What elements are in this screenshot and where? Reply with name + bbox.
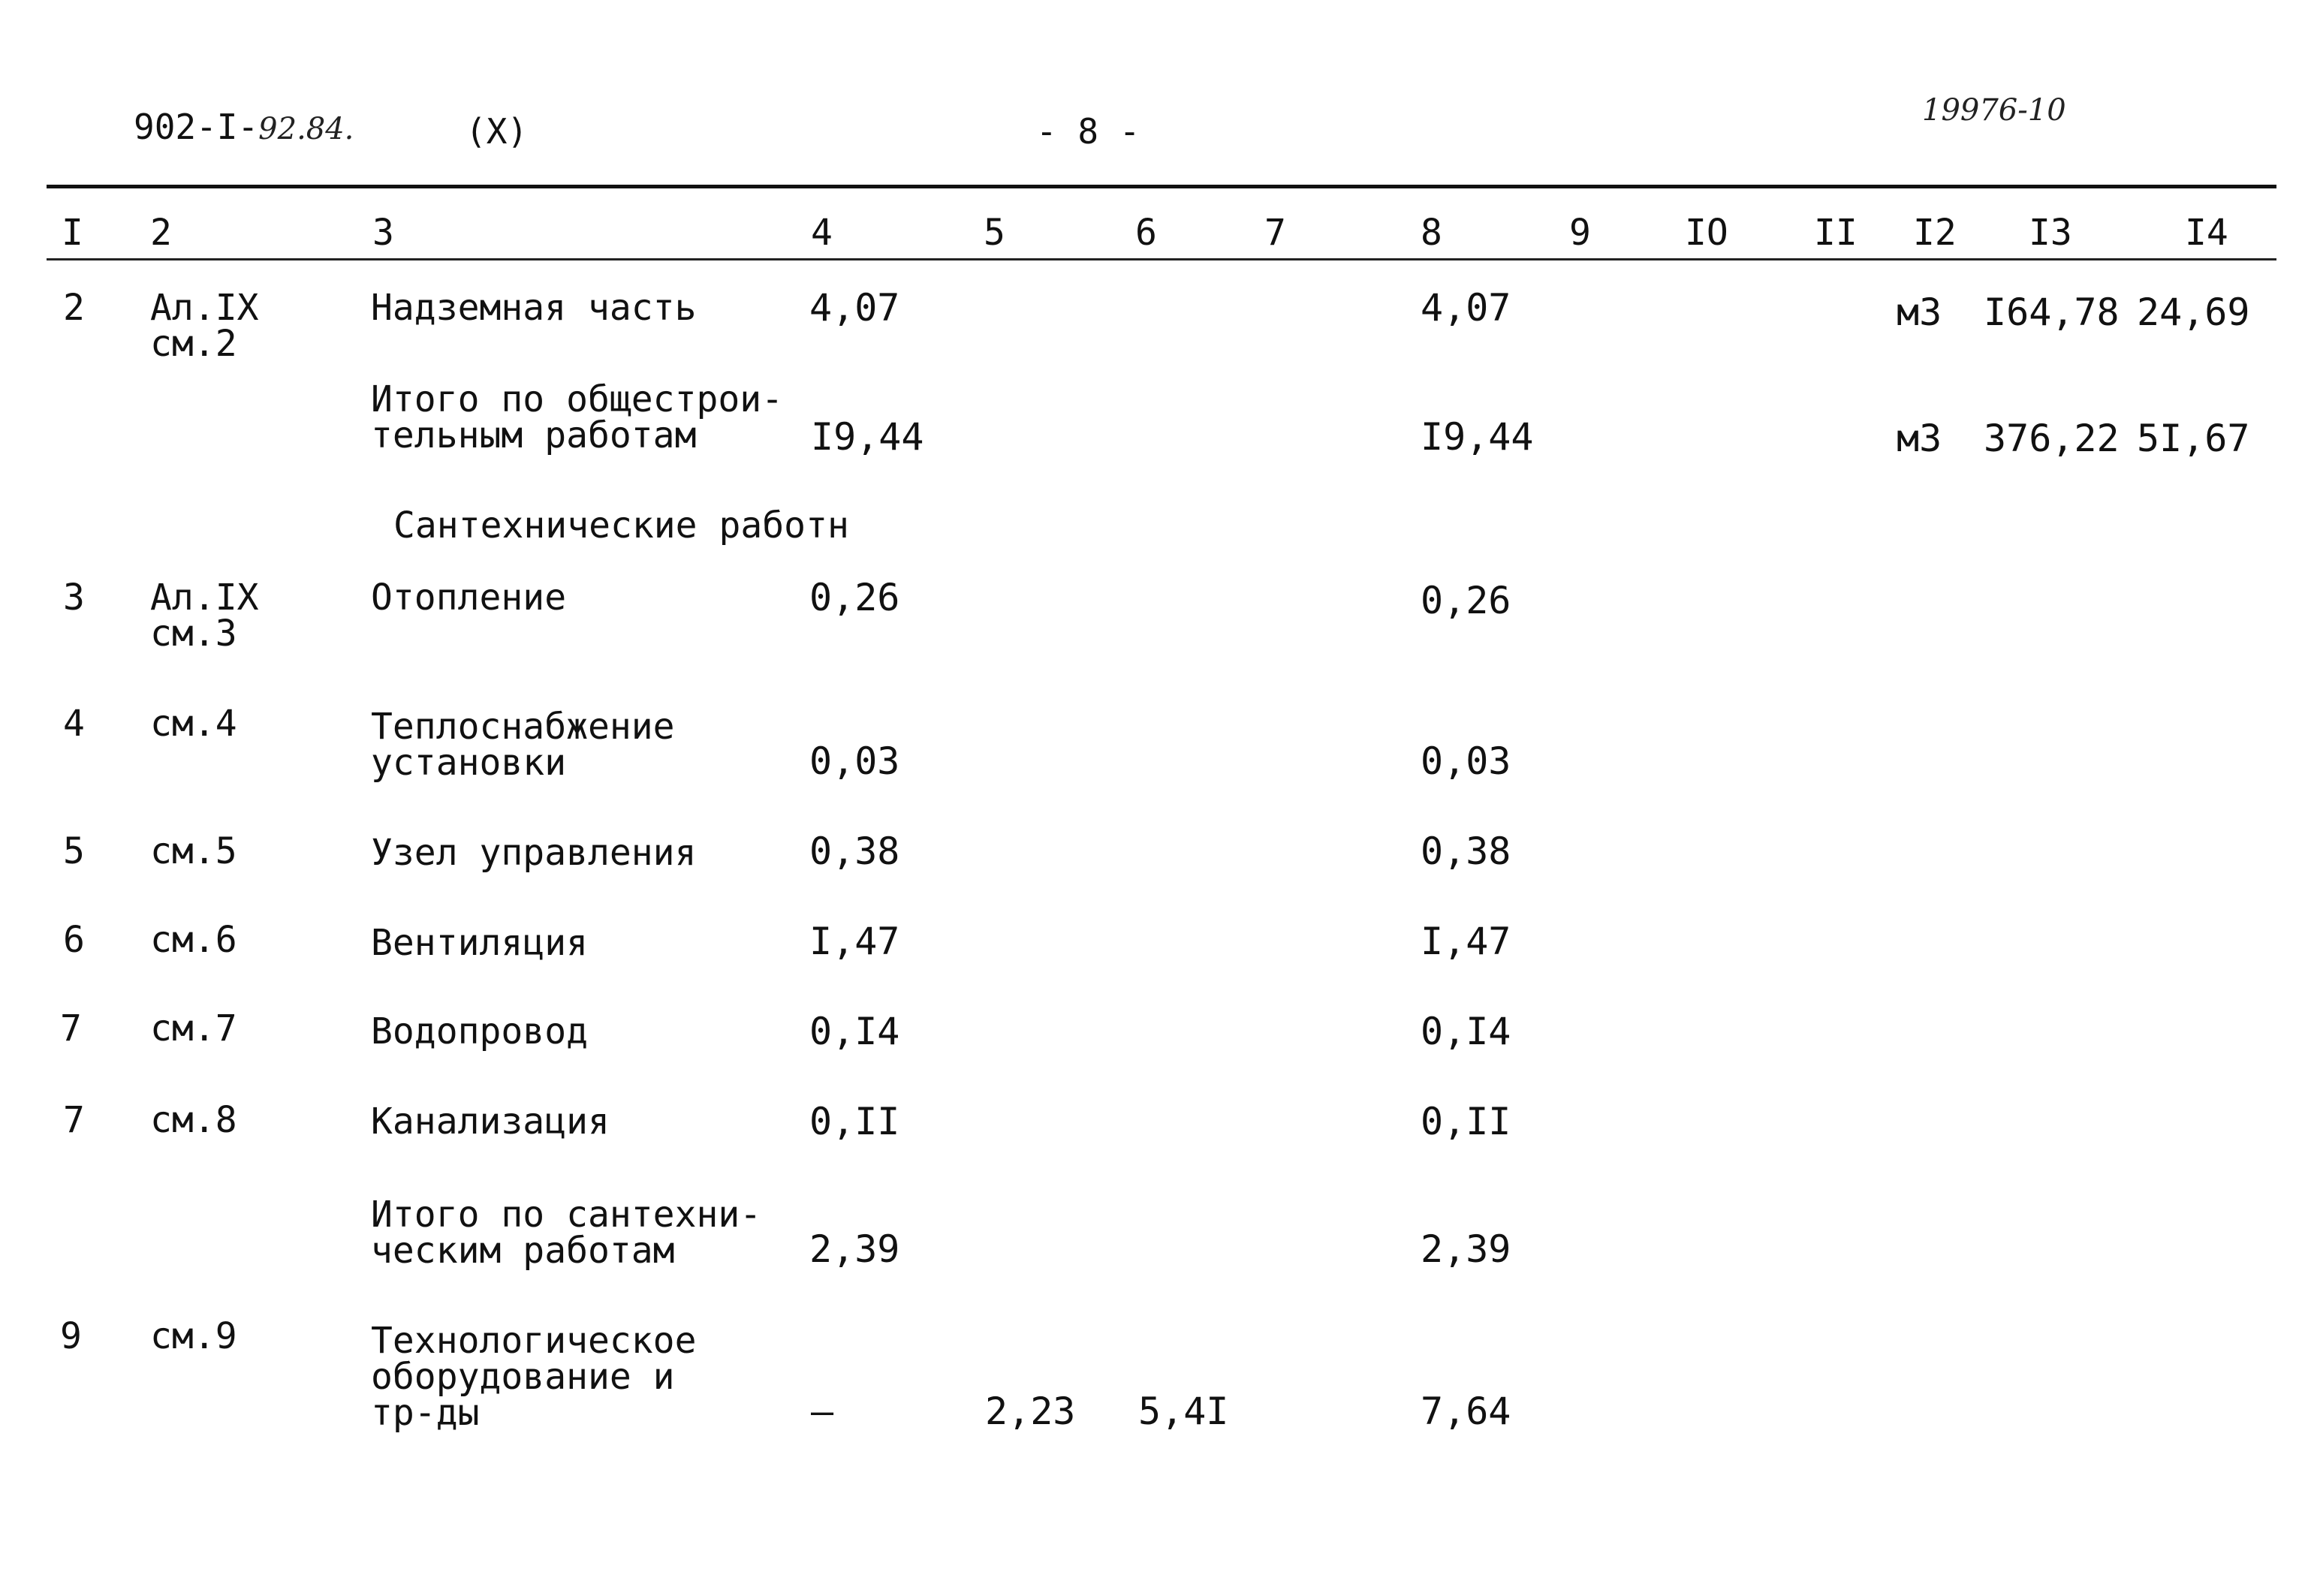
column-number: I2 [1913,212,1957,254]
column-number: II [1814,212,1858,254]
archive-stamp-number: 19976-10 [1922,93,2066,128]
column-number: 4 [811,212,833,254]
row-value-col4: 2,39 [809,1227,900,1271]
row-reference: см.7 [150,1007,237,1049]
header-rule-bottom [47,258,2276,260]
row-value-col8: 0,II [1421,1100,1511,1143]
row-number: 4 [63,703,85,745]
column-number: I4 [2185,212,2228,254]
row-value-col14: 5I,67 [2137,417,2250,460]
column-number: IO [1685,212,1728,254]
row-value-col4: I9,44 [811,415,924,459]
row-value-col4: 0,26 [809,576,900,619]
row-reference: см.5 [150,830,237,872]
row-description: Вентиляция [371,922,588,964]
row-value-col4: 0,38 [809,830,900,873]
document-code [134,107,354,147]
row-value-col8: 0,26 [1421,579,1511,622]
row-description: Итого по сантехни- ческим работам [371,1194,762,1272]
section-heading: Сантехнические работн [393,504,849,547]
row-value-col4: 0,I4 [809,1010,900,1053]
row-description: Канализация [371,1101,610,1143]
row-description: Водопровод [371,1010,588,1052]
row-value-col8: 0,I4 [1421,1010,1511,1053]
document-suffix: (X) [466,111,529,152]
row-number: 7 [63,1099,85,1141]
row-number: 9 [60,1315,82,1357]
row-reference: Ал.IX см.3 [150,577,259,655]
row-value-col4: 0,II [809,1100,900,1143]
row-number: 7 [60,1007,82,1049]
row-value-col8: I,47 [1421,920,1511,963]
row-value-col8: 4,07 [1421,286,1511,330]
row-value-col5: 2,23 [985,1390,1076,1433]
row-value-col14: 24,69 [2137,291,2250,334]
row-description: Надземная часть [371,287,697,329]
row-value-col13: I64,78 [1984,291,2120,334]
row-description: Теплоснабжение установки [371,706,675,784]
column-number: 6 [1135,212,1157,254]
row-unit: м3 [1897,417,1942,460]
row-number: 6 [63,919,85,961]
row-value-col6: 5,4I [1138,1390,1229,1433]
row-reference: см.8 [150,1099,237,1141]
row-value-col4: I,47 [809,920,900,963]
row-description: Технологическое оборудование и тр-ды [371,1320,697,1434]
column-number: 8 [1421,212,1442,254]
column-number: I3 [2029,212,2072,254]
row-value-col8: 0,03 [1421,739,1511,783]
column-number: 9 [1569,212,1591,254]
row-reference: см.4 [150,703,237,745]
column-number: 5 [984,212,1005,254]
page-number: - 8 - [1036,111,1140,152]
row-description: Итого по общестрои- тельным работам [371,378,784,456]
row-unit: м3 [1897,291,1942,334]
row-description: Отопление [371,577,567,619]
row-number: 3 [63,577,85,619]
header-rule-top [47,185,2276,188]
row-value-col8: 2,39 [1421,1227,1511,1271]
row-number: 2 [63,287,85,329]
row-reference: см.9 [150,1315,237,1357]
row-reference: Ал.IX см.2 [150,287,259,365]
document-code-printed: 902-I- [134,107,259,147]
row-value-col4: 4,07 [809,286,900,330]
column-number: 3 [372,212,394,254]
row-value-col4: 0,03 [809,739,900,783]
row-reference: см.6 [150,919,237,961]
column-number: I [62,212,83,254]
row-value-col8: I9,44 [1421,415,1534,459]
column-number: 2 [150,212,172,254]
column-number: 7 [1264,212,1286,254]
row-description: Узел управления [371,832,697,874]
row-value-col13: 376,22 [1984,417,2120,460]
row-value-col8: 0,38 [1421,830,1511,873]
row-value-col8: 7,64 [1421,1390,1511,1433]
row-number: 5 [63,830,85,872]
document-code-handwritten: 92.84. [258,112,354,146]
row-value-col4: – [811,1390,834,1433]
